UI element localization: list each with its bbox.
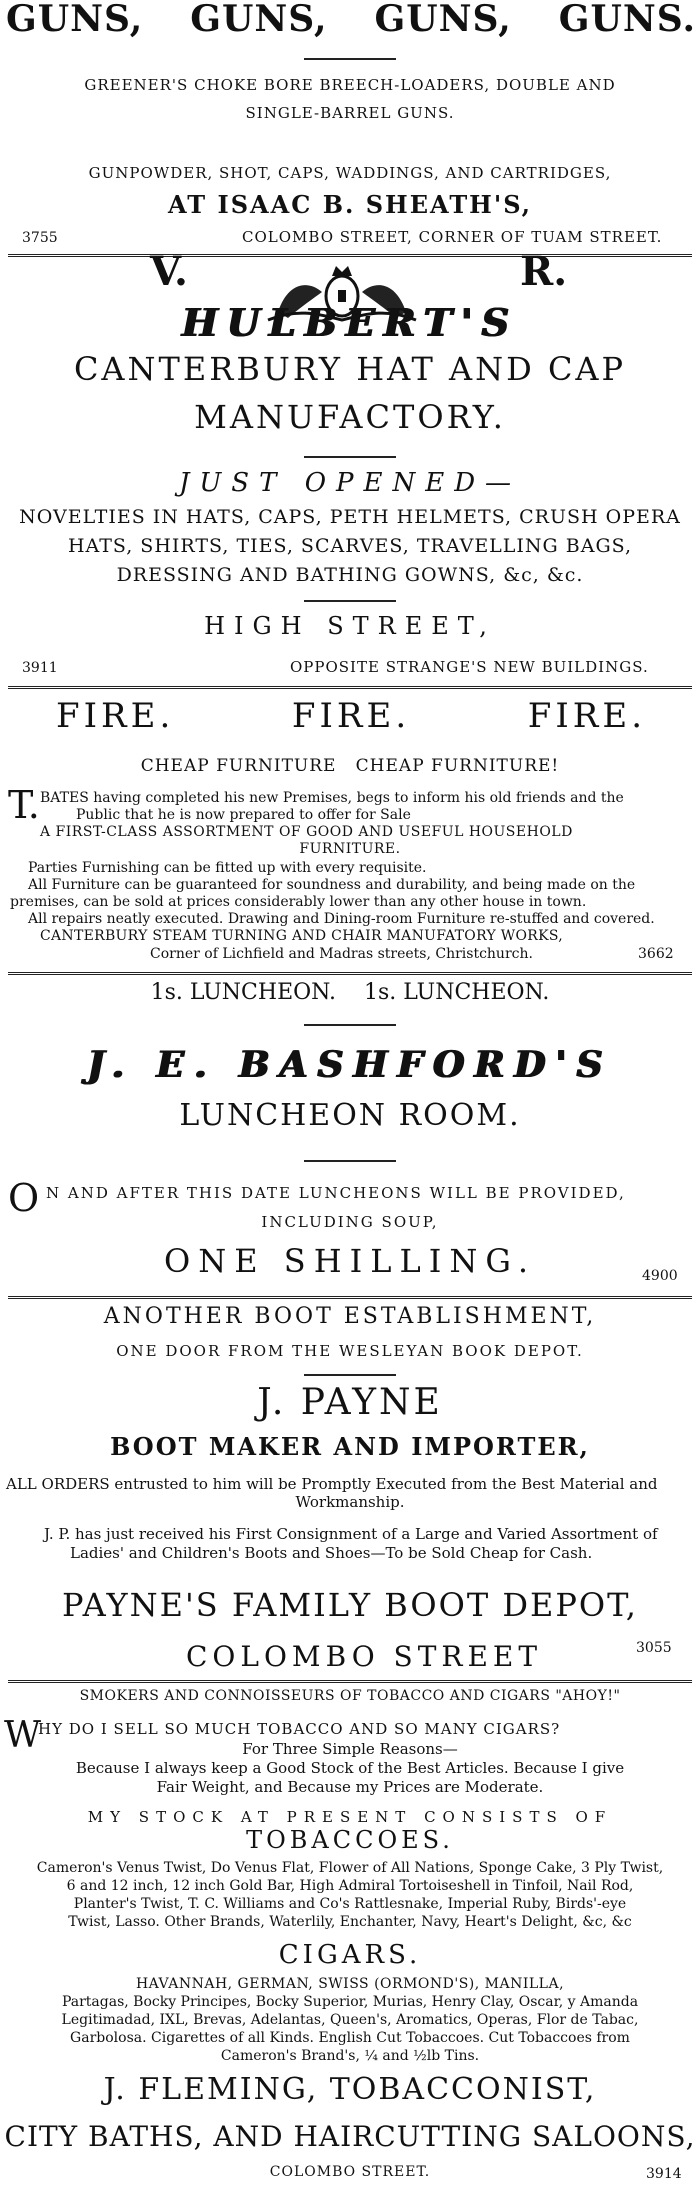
high-street: HIGH STREET, xyxy=(204,612,496,640)
bashfords-name: J. E. BASHFORD'S xyxy=(87,1044,613,1086)
tobacco-list-4: Twist, Lasso. Other Brands, Waterlily, Enchanter, Navy, Heart's Delight, &c, &c xyxy=(68,1914,632,1930)
bates-initial: T. xyxy=(8,783,40,827)
v-letter: V. xyxy=(150,248,188,295)
ad-separator-3 xyxy=(8,972,692,975)
fleming-name: J. FLEMING, TOBACCONIST, xyxy=(103,2072,597,2107)
novelties-line-2: HATS, SHIRTS, TIES, SCARVES, TRAVELLING BAGS, xyxy=(67,535,633,557)
fleming-ad-number: 3914 xyxy=(646,2166,682,2182)
guns-line-3: GUNPOWDER, SHOT, CAPS, WADDINGS, AND CARTRIDGES, xyxy=(88,164,612,182)
payne-received-2: Ladies' and Children's Boots and Shoes—To be Sold Cheap for Cash. xyxy=(70,1544,593,1562)
payne-name: J. PAYNE xyxy=(257,1382,443,1423)
hulberts-title-1: CANTERBURY HAT AND CAP xyxy=(73,350,627,388)
fleming-tobaccoes: TOBACCOES. xyxy=(246,1826,454,1854)
bashford-divider xyxy=(304,1024,396,1026)
guns-line-1: GREENER'S CHOKE BORE BREECH-LOADERS, DOUBLE AND xyxy=(84,76,616,94)
novelties-line-3: DRESSING AND BATHING GOWNS, &c, &c. xyxy=(116,564,584,586)
fleming-initial: W xyxy=(4,1715,42,1756)
smokers-header: SMOKERS AND CONNOISSEURS OF TOBACCO AND CIGARS "AHOY!" xyxy=(79,1688,621,1704)
bates-para-4: FURNITURE. xyxy=(299,841,401,857)
bates-corner: Corner of Lichfield and Madras streets, Christchurch. xyxy=(150,946,533,962)
fleming-cigars: CIGARS. xyxy=(278,1940,422,1970)
luncheon-header: 1s. LUNCHEON. 1s. LUNCHEON. xyxy=(150,980,550,1005)
cigar-list-2: Partagas, Bocky Principes, Bocky Superior, Murias, Henry Clay, Oscar, y Amanda xyxy=(61,1994,639,2010)
payne-divider xyxy=(304,1374,396,1376)
novelties-line-1: NOVELTIES IN HATS, CAPS, PETH HELMETS, CRUSH OPERA xyxy=(19,506,681,528)
bates-ad-number: 3662 xyxy=(638,946,674,962)
cigar-list-3: Legitimadad, IXL, Brevas, Adelantas, Queen's, Aromatics, Operas, Flor de Tabac, xyxy=(61,2012,639,2028)
hulberts-opposite: OPPOSITE STRANGE'S NEW BUILDINGS. xyxy=(290,658,649,676)
cigar-list-5: Cameron's Brand's, ¼ and ½lb Tins. xyxy=(220,2048,480,2064)
payne-street: COLOMBO STREET xyxy=(186,1640,543,1673)
guns-word-2: GUNS, xyxy=(190,0,328,40)
payne-door: ONE DOOR FROM THE WESLEYAN BOOK DEPOT. xyxy=(116,1342,584,1360)
payne-orders-2: Workmanship. xyxy=(295,1493,405,1511)
guns-line-2: SINGLE-BARREL GUNS. xyxy=(245,104,455,122)
guns-ad-number: 3755 xyxy=(22,230,58,246)
cheap-furniture: CHEAP FURNITURE CHEAP FURNITURE! xyxy=(140,756,560,776)
guns-word-1: GUNS, xyxy=(6,0,144,40)
payne-depot: PAYNE'S FAMILY BOOT DEPOT, xyxy=(62,1586,638,1624)
fleming-why: HY DO I SELL SO MUCH TOBACCO AND SO MANY CIGARS? xyxy=(38,1720,561,1738)
luncheon-room: LUNCHEON ROOM. xyxy=(179,1098,521,1133)
guns-headline xyxy=(6,0,696,40)
bates-works: CANTERBURY STEAM TURNING AND CHAIR MANUFATORY WORKS, xyxy=(40,928,563,944)
payne-orders-1: ALL ORDERS entrusted to him will be Promptly Executed from the Best Material and xyxy=(6,1475,658,1493)
ad-separator-4 xyxy=(8,1296,692,1299)
hulberts-divider-2 xyxy=(304,600,396,602)
payne-received-1: J. P. has just received his First Consignment of a Large and Varied Assortment of xyxy=(44,1525,658,1543)
tobacco-list-2: 6 and 12 inch, 12 inch Gold Bar, High Admiral Tortoiseshell in Tinfoil, Nail Rod, xyxy=(66,1878,634,1894)
bates-para-6: All Furniture can be guaranteed for soundness and durability, and being made on the xyxy=(28,877,636,893)
fleming-because-2: Fair Weight, and Because my Prices are Moderate. xyxy=(156,1778,544,1796)
bates-para-5: Parties Furnishing can be fitted up with every requisite. xyxy=(28,860,427,876)
ad-separator-1 xyxy=(8,254,692,257)
bashford-notice-2: INCLUDING SOUP, xyxy=(261,1213,439,1231)
ad-separator-5 xyxy=(8,1680,692,1683)
fleming-colombo: COLOMBO STREET. xyxy=(269,2164,431,2180)
bashford-price: ONE SHILLING. xyxy=(164,1242,536,1280)
fleming-stock: MY STOCK AT PRESENT CONSISTS OF xyxy=(87,1808,613,1826)
hulberts-name: HULBERT'S xyxy=(181,300,519,345)
hulberts-divider-1 xyxy=(304,456,396,458)
bates-para-1: BATES having completed his new Premises, begs to inform his old friends and the xyxy=(40,790,624,806)
payne-ad-number: 3055 xyxy=(636,1640,672,1656)
bates-para-3: A FIRST-CLASS ASSORTMENT OF GOOD AND USEFUL HOUSEHOLD xyxy=(40,824,573,840)
r-letter: R. xyxy=(520,248,568,295)
bates-para-2: Public that he is now prepared to offer for Sale xyxy=(76,807,411,823)
payne-trade: BOOT MAKER AND IMPORTER, xyxy=(110,1432,590,1461)
fire-headline xyxy=(56,696,646,736)
fire-word-1: FIRE. xyxy=(56,696,175,736)
bashford-notice-1: N AND AFTER THIS DATE LUNCHEONS WILL BE PROVIDED, xyxy=(46,1184,626,1202)
bashford-divider-2 xyxy=(304,1160,396,1162)
payne-another: ANOTHER BOOT ESTABLISHMENT, xyxy=(103,1304,597,1329)
guns-seller: AT ISAAC B. SHEATH'S, xyxy=(167,190,533,219)
fleming-baths: CITY BATHS, AND HAIRCUTTING SALOONS, xyxy=(4,2120,696,2153)
ad-separator-2 xyxy=(8,686,692,689)
bates-para-7: premises, can be sold at prices considerably lower than any other house in town. xyxy=(10,894,587,910)
cigar-list-4: Garbolosa. Cigarettes of all Kinds. English Cut Tobaccoes. Cut Tobaccoes from xyxy=(70,2030,630,2046)
guns-word-4: GUNS. xyxy=(558,0,696,40)
bashford-initial: O xyxy=(8,1176,40,1220)
bates-para-8: All repairs neatly executed. Drawing and Dining-room Furniture re-stuffed and covered. xyxy=(28,911,655,927)
fleming-reasons: For Three Simple Reasons— xyxy=(242,1740,458,1758)
guns-address: COLOMBO STREET, CORNER OF TUAM STREET. xyxy=(242,228,663,246)
hulberts-title-2: MANUFACTORY. xyxy=(194,398,506,436)
tobacco-list-3: Planter's Twist, T. C. Williams and Co's Rattlesnake, Imperial Ruby, Birds'-eye xyxy=(73,1896,627,1912)
tobacco-list-1: Cameron's Venus Twist, Do Venus Flat, Flower of All Nations, Sponge Cake, 3 Ply Twist, xyxy=(36,1860,664,1876)
cigar-list-1: HAVANNAH, GERMAN, SWISS (ORMOND'S), MANILLA, xyxy=(135,1976,565,1992)
fleming-because-1: Because I always keep a Good Stock of the Best Articles. Because I give xyxy=(75,1759,625,1777)
hulberts-ad-number: 3911 xyxy=(22,660,58,676)
guns-divider xyxy=(304,58,396,60)
bashford-ad-number: 4900 xyxy=(642,1268,678,1284)
guns-word-3: GUNS, xyxy=(374,0,512,40)
just-opened: JUST OPENED— xyxy=(178,468,522,498)
fire-word-3: FIRE. xyxy=(527,696,646,736)
fire-word-2: FIRE. xyxy=(291,696,411,736)
